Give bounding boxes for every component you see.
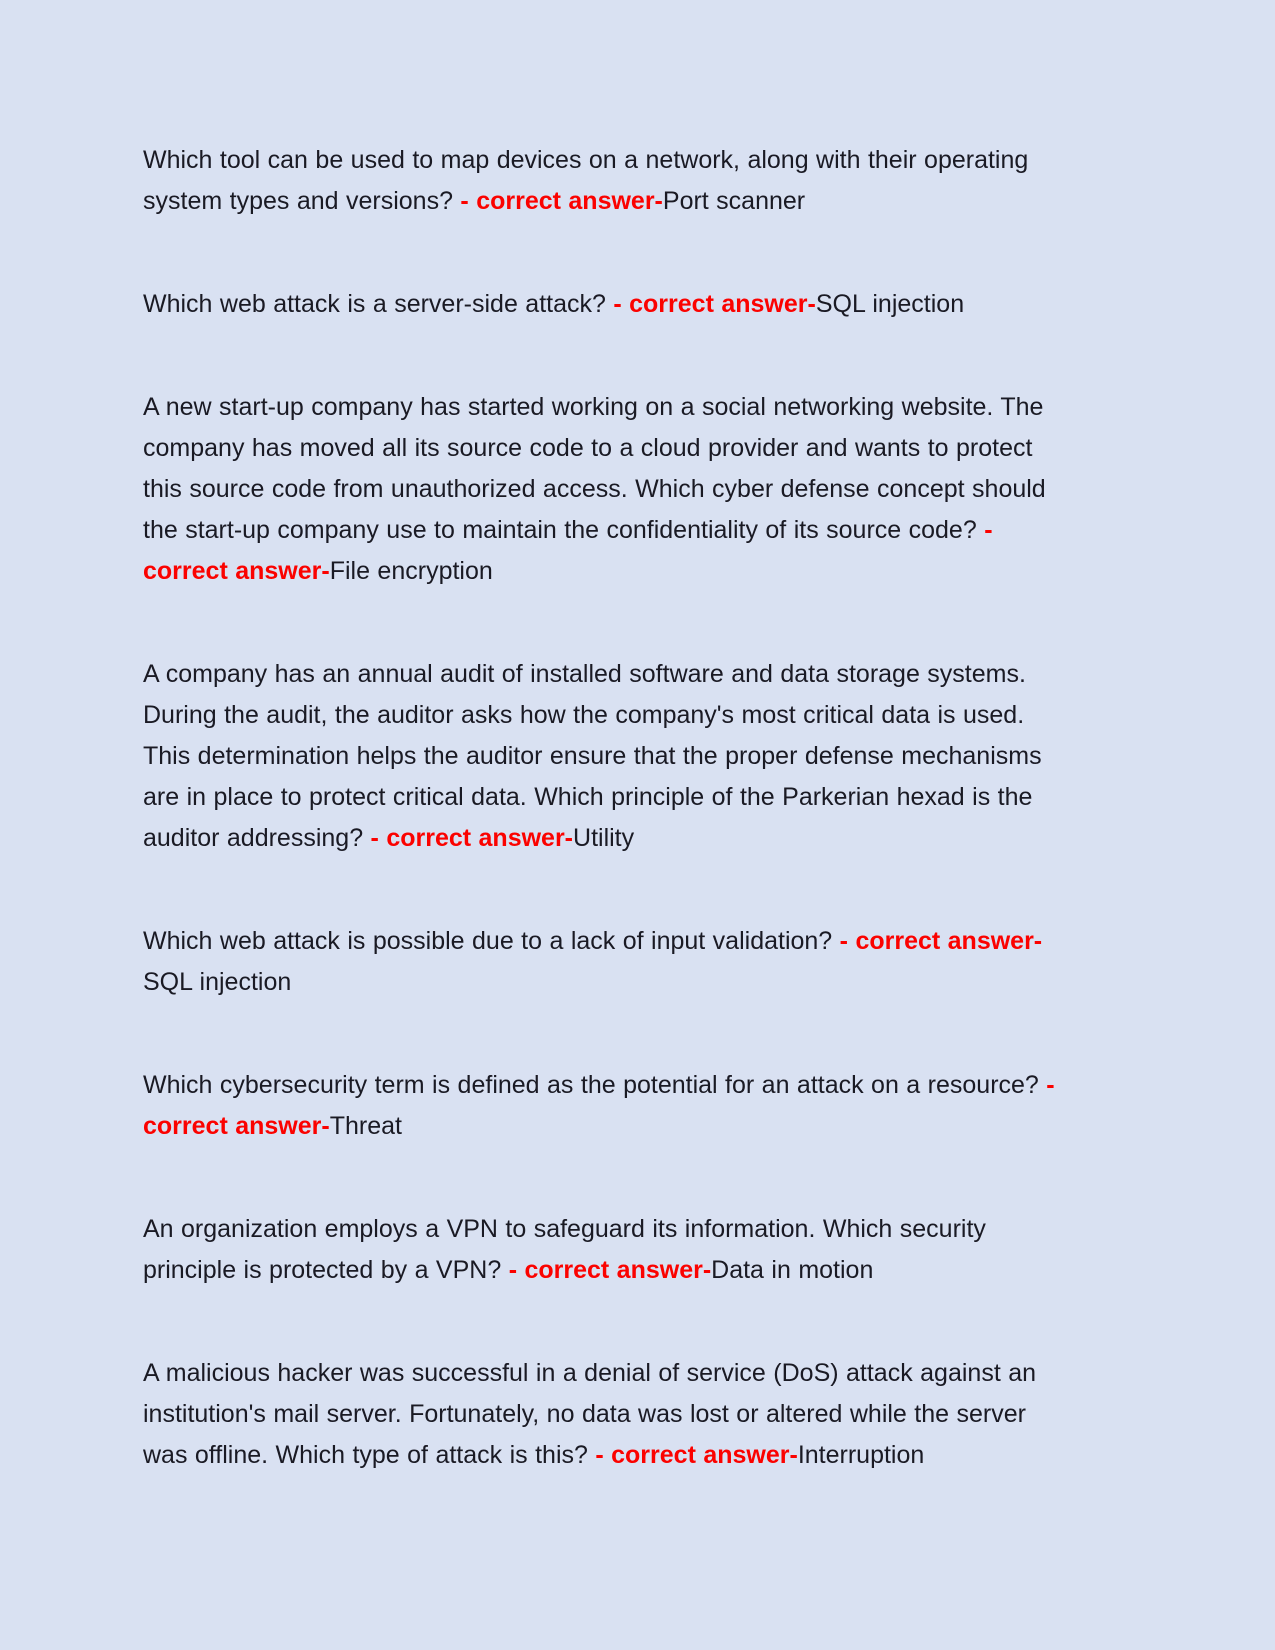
qa-item (143, 140, 1065, 222)
answer-text: Data in motion (711, 1256, 874, 1284)
qa-item (143, 284, 1065, 325)
answer-text: Threat (329, 1112, 402, 1140)
question-text: A malicious hacker was successful in a denial of service (DoS) attack against an institution's mail server. Fortunately, no data was lost or altered while the server was offline. Which type of attack is this? (143, 1359, 1037, 1469)
question-text: Which tool can be used to map devices on a network, along with their operating system types and versions? (143, 146, 1029, 215)
question-text: Which cybersecurity term is defined as the potential for an attack on a resource? (143, 1071, 1047, 1099)
answer-text: SQL injection (815, 290, 965, 318)
correct-answer-marker: - correct answer- (460, 187, 663, 215)
qa-item (143, 1353, 1065, 1476)
answer-text: Interruption (797, 1441, 925, 1469)
correct-answer-marker: - correct answer- (143, 516, 993, 585)
question-text: A company has an annual audit of installed software and data storage systems. During the audit, the auditor asks how the company's most critical data is used. This determination helps the auditor ensure that the proper defense mechanisms are in place to protect critical data. Which principle of the Parkerian hexad is the auditor addressing? (143, 660, 1042, 852)
answer-text: SQL injection (143, 968, 292, 996)
qa-item (143, 1065, 1065, 1147)
correct-answer-marker: - correct answer- (839, 927, 1043, 955)
qa-item (143, 387, 1065, 592)
question-text: Which web attack is a server-side attack? (143, 290, 614, 318)
qa-item (143, 1209, 1065, 1291)
correct-answer-marker: - correct answer- (143, 1071, 1055, 1140)
answer-text: Utility (573, 824, 635, 852)
qa-list (143, 140, 1065, 1476)
correct-answer-marker: - correct answer- (370, 824, 574, 852)
question-text: An organization employs a VPN to safeguard its information. Which security principle is protected by a VPN? (143, 1215, 986, 1284)
qa-item (143, 654, 1065, 859)
question-text: Which web attack is possible due to a lack of input validation? (143, 927, 840, 955)
correct-answer-marker: - correct answer- (613, 290, 816, 318)
correct-answer-marker: - correct answer- (595, 1441, 798, 1469)
correct-answer-marker: - correct answer- (508, 1256, 712, 1284)
qa-item (143, 921, 1065, 1003)
question-text: A new start-up company has started working on a social networking website. The company has moved all its source code to a cloud provider and wants to protect this source code from unauthorized access. Which cyber defense concept should the start-up company use to maintain the confidentiality of its source code? (143, 393, 1046, 544)
answer-text: Port scanner (662, 187, 806, 215)
answer-text: File encryption (329, 557, 493, 585)
